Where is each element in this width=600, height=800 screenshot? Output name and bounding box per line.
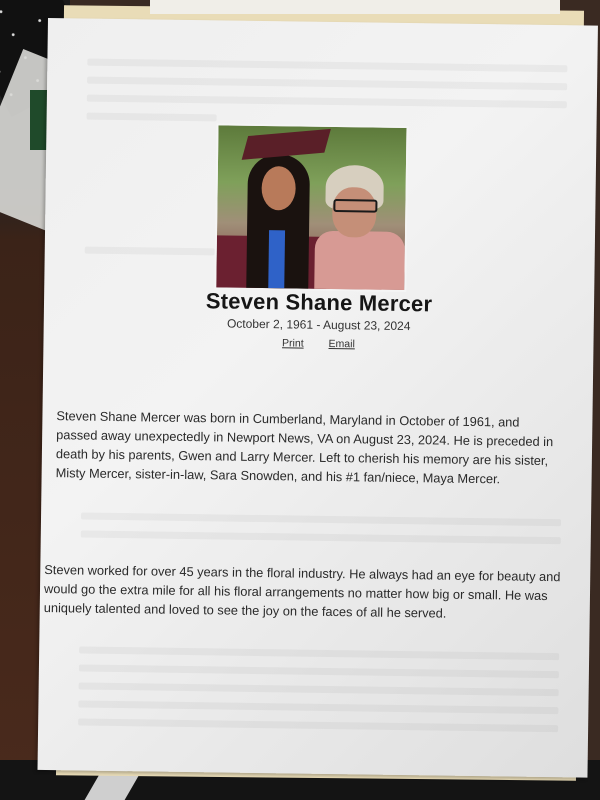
share-links bbox=[43, 334, 593, 354]
bleed-through-text bbox=[78, 718, 558, 732]
folder-tab-sheet bbox=[150, 0, 560, 14]
bleed-through-text bbox=[81, 531, 561, 545]
obituary-paragraph-1: Steven Shane Mercer was born in Cumberland, Maryland in October of 1961, and passed away unexpectedly in Newport News, VA on August 23, 2024. He is preceded in death by his parents, Gwen and Larry Mercer. Left to cherish his memory are his sister, Misty Mercer, sister-in-law, Sara Snowden, and his #1 fan/niece, Maya Mercer. bbox=[55, 408, 554, 487]
obituary-paragraph-2: Steven worked for over 45 years in the floral industry. He always had an eye for beauty and would go the extra mile for all his floral arrangements no matter how big or small. He was uniquely talented and loved to see the joy on the faces of all he served. bbox=[43, 562, 561, 621]
bleed-through-text bbox=[87, 77, 567, 91]
graduation-cap bbox=[242, 129, 331, 160]
bleed-through-text bbox=[87, 95, 567, 109]
bleed-through-text bbox=[79, 646, 559, 660]
pink-shirt bbox=[314, 231, 405, 292]
memorial-photo bbox=[214, 123, 408, 292]
bleed-through-text bbox=[79, 664, 559, 678]
email-link[interactable]: Email bbox=[328, 337, 355, 351]
folder-tab-label bbox=[392, 0, 449, 1]
bleed-through-text bbox=[79, 682, 559, 696]
bleed-through-text bbox=[87, 113, 217, 122]
bleed-through-text bbox=[81, 513, 561, 527]
bleed-through-text bbox=[78, 700, 558, 714]
bleed-through-text bbox=[87, 59, 567, 73]
bleed-through-text bbox=[85, 247, 215, 256]
life-dates: October 2, 1961 - August 23, 2024 bbox=[226, 316, 411, 334]
obituary-page bbox=[38, 18, 598, 778]
glasses bbox=[333, 199, 377, 213]
print-link[interactable]: Print bbox=[282, 337, 304, 350]
deceased-name: Steven Shane Mercer bbox=[205, 288, 433, 317]
blue-stole bbox=[268, 230, 285, 288]
